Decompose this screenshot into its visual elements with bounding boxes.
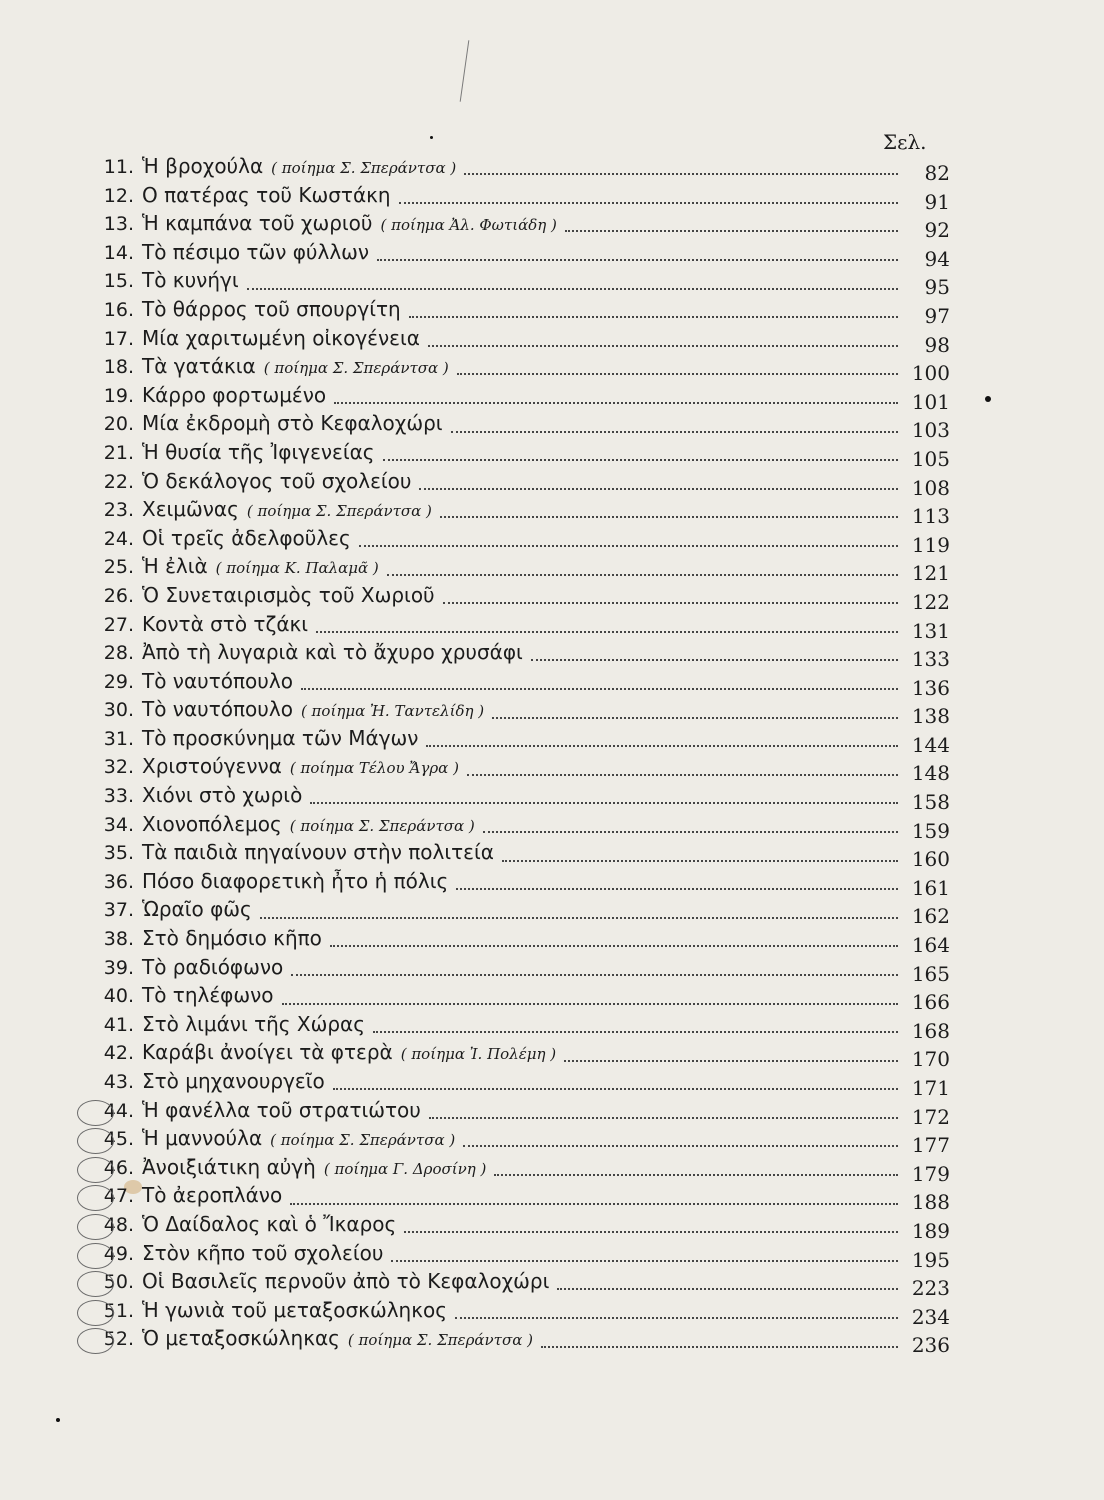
dot-leader (494, 1160, 898, 1176)
paper-crease (460, 40, 470, 102)
dot-leader (429, 1103, 898, 1119)
entry-title: Κοντὰ στὸ τζάκι (142, 611, 309, 636)
entry-author-note: ( ποίημα Ἀλ. Φωτιάδη ) (380, 216, 557, 235)
entry-page-number: 101 (911, 389, 950, 414)
dot-leader (334, 388, 898, 404)
entry-page-number: 94 (924, 246, 950, 271)
entry-title: Τὸ θάρρος τοῦ σπουργίτη (142, 296, 401, 321)
entry-number: 37. (103, 899, 134, 922)
toc-entry (100, 695, 950, 729)
toc-entry (100, 324, 950, 357)
entry-number: 30. (103, 699, 134, 722)
toc-entry (100, 981, 950, 1015)
entry-page-number: 103 (911, 418, 950, 443)
entry-number: 20. (103, 413, 134, 436)
dot-leader (456, 874, 898, 890)
toc-entry (100, 1067, 950, 1100)
toc-entry (100, 867, 950, 900)
entry-number: 52. (100, 1325, 134, 1354)
entry-title: Ἡ φανέλλα τοῦ στρατιώτου (142, 1097, 421, 1122)
entry-page-number: 95 (924, 275, 950, 300)
toc-entry (100, 1239, 950, 1272)
toc-entry (100, 524, 950, 557)
entry-page-number: 108 (911, 475, 950, 500)
entry-page-number: 100 (911, 361, 950, 386)
entry-page-number: 236 (911, 1333, 950, 1358)
entry-title: Χριστούγεννα (142, 754, 282, 779)
entry-page-number: 159 (911, 818, 950, 843)
dot-leader (426, 731, 898, 747)
entry-page-number: 188 (911, 1190, 950, 1215)
dot-leader (391, 1246, 898, 1262)
entry-number: 50. (100, 1268, 134, 1297)
entry-number: 35. (103, 842, 134, 865)
entry-page-number: 122 (911, 589, 950, 614)
entry-number: 49. (100, 1240, 134, 1269)
entry-title: Ἡ θυσία τῆς Ἰφιγενείας (142, 439, 375, 464)
ink-speck (430, 136, 433, 139)
entry-page-number: 177 (911, 1133, 950, 1158)
entry-title: Στὸ λιμάνι τῆς Χώρας (142, 1011, 365, 1036)
toc-entry (100, 467, 950, 500)
entry-title: Ἡ βροχούλα (142, 154, 264, 178)
toc-entry (100, 810, 950, 843)
toc-entry (100, 838, 950, 872)
entry-title: Ἀπὸ τὴ λυγαριὰ καὶ τὸ ἄχυρο χρυσάφι (142, 640, 523, 665)
entry-title: Ὁ μεταξοσκώληκας (142, 1326, 340, 1351)
entry-number: 22. (103, 470, 134, 493)
toc-entry (100, 352, 950, 386)
entry-title: Τὸ κυνήγι (142, 268, 239, 293)
entry-number: 28. (103, 642, 134, 665)
dot-leader (316, 617, 898, 633)
entry-page-number: 160 (911, 847, 950, 872)
dot-leader (301, 674, 898, 690)
entry-title: Τὰ παιδιὰ πηγαίνουν στὴν πολιτεία (142, 840, 494, 865)
toc-entry (100, 266, 950, 300)
entry-title: Ὡραῖο φῶς (142, 897, 252, 922)
entry-number: 29. (103, 670, 134, 693)
entry-number: 17. (103, 327, 134, 350)
entry-title: Στὸ δημόσιο κῆπο (142, 926, 322, 951)
entry-title: Ἀνοιξιάτικη αὐγὴ (142, 1154, 316, 1179)
toc-entry (100, 409, 950, 443)
entry-title: Ὁ Συνεταιρισμὸς τοῦ Χωριοῦ (142, 582, 435, 607)
dot-leader (443, 588, 898, 604)
toc-entry (100, 1096, 950, 1129)
entry-page-number: 144 (911, 732, 950, 757)
entry-author-note: ( ποίημα Ἰ. Πολέμη ) (400, 1045, 557, 1064)
entry-page-number: 113 (911, 504, 950, 529)
toc-entry (100, 181, 950, 214)
entry-number: 46. (100, 1154, 134, 1183)
entry-number: 45. (100, 1125, 134, 1154)
dot-leader (492, 703, 898, 719)
toc-entry (100, 1324, 950, 1358)
entry-page-number: 158 (911, 790, 950, 815)
entry-title: Ὁ Δαίδαλος καὶ ὁ Ἴκαρος (142, 1211, 397, 1236)
entry-number: 18. (103, 356, 134, 379)
entry-title: Καράβι ἀνοίγει τὰ φτερὰ (142, 1040, 393, 1065)
entry-page-number: 136 (911, 675, 950, 700)
entry-number: 15. (103, 270, 134, 293)
entry-number: 36. (103, 870, 134, 893)
dot-leader (333, 1074, 898, 1090)
entry-page-number: 82 (924, 161, 950, 185)
entry-author-note: ( ποίημα Σ. Σπεράντσα ) (289, 816, 475, 835)
entry-number: 21. (103, 441, 134, 464)
table-of-contents (100, 152, 950, 1358)
entry-page-number: 172 (911, 1104, 950, 1129)
entry-author-note: ( ποίημα Σ. Σπεράντσα ) (347, 1331, 533, 1350)
dot-leader (455, 1303, 898, 1319)
toc-entry (100, 552, 950, 586)
entry-title: Τὸ ναυτόπουλο (142, 668, 293, 693)
entry-title: Χιονοπόλεμος (142, 811, 282, 836)
entry-number: 16. (103, 298, 134, 321)
entry-title: Στὸ μηχανουργεῖο (142, 1069, 325, 1093)
dot-leader (428, 331, 898, 347)
entry-title: Μία χαριτωμένη οἰκογένεια (142, 325, 420, 350)
entry-page-number: 166 (911, 990, 950, 1015)
entry-title: Ἡ μαννούλα (142, 1126, 263, 1151)
dot-leader (247, 274, 898, 290)
entry-number: 44. (100, 1097, 134, 1126)
entry-title: Οἱ τρεῖς ἀδελφοῦλες (142, 525, 351, 550)
dot-leader (451, 417, 898, 433)
entry-number: 31. (103, 727, 134, 750)
entry-page-number: 98 (924, 332, 950, 357)
entry-title: Χειμῶνας (142, 497, 239, 522)
entry-number: 32. (103, 756, 134, 779)
entry-page-number: 131 (911, 618, 950, 643)
entry-page-number: 148 (911, 761, 950, 786)
dot-leader (359, 531, 898, 547)
dot-leader (483, 817, 898, 833)
entry-author-note: ( ποίημα Τέλου Ἄγρα ) (289, 759, 459, 778)
toc-entry (100, 1296, 950, 1329)
entry-author-note: ( ποίημα Σ. Σπεράντσα ) (271, 159, 457, 177)
entry-page-number: 162 (911, 904, 950, 929)
entry-number: 43. (103, 1071, 134, 1093)
toc-entry (100, 209, 950, 243)
dot-leader (565, 216, 898, 232)
entry-number: 38. (103, 928, 134, 951)
toc-entry (100, 295, 950, 328)
entry-number: 14. (103, 241, 134, 264)
dot-leader (419, 474, 898, 490)
entry-page-number: 138 (911, 704, 950, 729)
ink-speck (985, 396, 991, 402)
toc-entry (100, 381, 950, 414)
dot-leader (541, 1332, 898, 1348)
dot-leader (557, 1274, 898, 1290)
entry-number: 40. (103, 985, 134, 1008)
dot-leader (373, 1017, 898, 1033)
entry-page-number: 121 (911, 561, 950, 586)
toc-entry (100, 581, 950, 614)
entry-author-note: ( ποίημα Σ. Σπεράντσα ) (246, 502, 432, 521)
entry-title: Τὸ ραδιόφωνο (142, 954, 284, 979)
entry-title: Τὸ τηλέφωνο (142, 983, 274, 1008)
dot-leader (531, 645, 898, 661)
entry-page-number: 91 (924, 189, 950, 214)
entry-title: Χιόνι στὸ χωριὸ (142, 783, 303, 808)
entry-page-number: 119 (911, 532, 950, 557)
entry-author-note: ( ποίημα Γ. Δροσίνη ) (323, 1159, 487, 1178)
toc-entry (100, 238, 950, 271)
toc-entry (100, 438, 950, 471)
entry-page-number: 97 (924, 303, 950, 328)
entry-page-number: 171 (911, 1076, 950, 1100)
toc-entry (100, 781, 950, 815)
toc-entry (100, 1010, 950, 1043)
ink-speck (56, 1418, 60, 1422)
entry-title: Τὸ ἀεροπλάνο (142, 1183, 283, 1208)
entry-title: Ἡ ἐλιὰ (142, 554, 208, 579)
entry-number: 48. (100, 1211, 134, 1240)
entry-number: 33. (103, 785, 134, 808)
dot-leader (282, 989, 898, 1005)
dot-leader (564, 1046, 898, 1062)
entry-title: Τὸ ναυτόπουλο (142, 697, 293, 722)
entry-number: 39. (103, 956, 134, 979)
entry-author-note: ( ποίημα Σ. Σπεράντσα ) (263, 359, 449, 378)
entry-page-number: 165 (911, 961, 950, 986)
entry-title: Ο πατέρας τοῦ Κωστάκη (142, 182, 391, 207)
dot-leader (310, 788, 898, 804)
dot-leader (409, 302, 898, 318)
entry-number: 13. (103, 213, 134, 236)
entry-title: Μία ἐκδρομὴ στὸ Κεφαλοχώρι (142, 411, 443, 436)
entry-page-number: 234 (911, 1304, 950, 1329)
entry-number: 12. (103, 184, 134, 207)
entry-author-note: ( ποίημα Ἠ. Ταντελίδη ) (300, 702, 485, 721)
dot-leader (440, 502, 898, 518)
entry-title: Τὸ πέσιμο τῶν φύλλων (142, 239, 370, 264)
toc-entry (100, 752, 950, 786)
entry-page-number: 195 (911, 1247, 950, 1272)
toc-entry (100, 1153, 950, 1186)
entry-number: 25. (103, 556, 134, 579)
entry-title: Ὁ δεκάλογος τοῦ σχολείου (142, 468, 412, 493)
entry-author-note: ( ποίημα Σ. Σπεράντσα ) (270, 1131, 456, 1150)
dot-leader (330, 931, 898, 947)
toc-entry (100, 1038, 950, 1072)
entry-page-number: 161 (911, 875, 950, 900)
entry-title: Πόσο διαφορετικὴ ἦτο ἡ πόλις (142, 868, 449, 893)
entry-number: 41. (103, 1013, 134, 1036)
entry-page-number: 170 (911, 1047, 950, 1072)
entry-page-number: 168 (911, 1018, 950, 1043)
entry-page-number: 105 (911, 446, 950, 471)
entry-title: Στὸν κῆπο τοῦ σχολείου (142, 1240, 384, 1265)
toc-entry (100, 638, 950, 672)
entry-title: Τὰ γατάκια (142, 354, 256, 379)
dot-leader (457, 359, 898, 375)
toc-entry (100, 667, 950, 700)
toc-entry (100, 495, 950, 529)
toc-entry (100, 1124, 950, 1158)
entry-title: Τὸ προσκύνημα τῶν Μάγων (142, 725, 419, 750)
toc-entry (100, 1181, 950, 1215)
entry-number: 19. (103, 384, 134, 407)
entry-page-number: 133 (911, 647, 950, 672)
entry-page-number: 179 (911, 1161, 950, 1186)
entry-page-number: 223 (911, 1276, 950, 1301)
dot-leader (404, 1217, 898, 1233)
entry-number: 42. (103, 1042, 134, 1065)
dot-leader (463, 1131, 898, 1147)
dot-leader (464, 159, 898, 175)
entry-title: Ἡ γωνιὰ τοῦ μεταξοσκώληκος (142, 1297, 447, 1322)
toc-entry (100, 953, 950, 986)
toc-entry (100, 1267, 950, 1301)
entry-number: 23. (103, 499, 134, 522)
entry-page-number: 189 (911, 1218, 950, 1243)
entry-number: 51. (100, 1297, 134, 1326)
toc-entry (100, 724, 950, 757)
entry-title: Ἡ καμπάνα τοῦ χωριοῦ (142, 211, 373, 236)
entry-number: 47. (100, 1182, 134, 1211)
dot-leader (260, 903, 898, 919)
entry-page-number: 164 (911, 933, 950, 958)
entry-number: 27. (103, 613, 134, 636)
dot-leader (467, 760, 898, 776)
entry-page-number: 92 (924, 218, 950, 243)
dot-leader (377, 245, 898, 261)
dot-leader (502, 846, 898, 862)
dot-leader (383, 445, 898, 461)
entry-number: 24. (103, 527, 134, 550)
toc-entry (100, 1210, 950, 1243)
entry-number: 26. (103, 584, 134, 607)
toc-entry (100, 152, 950, 185)
entry-title: Οἱ Βασιλεῖς περνοῦν ἀπὸ τὸ Κεφαλοχώρι (142, 1269, 550, 1294)
dot-leader (387, 560, 898, 576)
entry-author-note: ( ποίημα Κ. Παλαμᾶ ) (215, 559, 379, 578)
toc-entry (100, 610, 950, 643)
dot-leader (291, 960, 898, 976)
page-column-header: Σελ. (883, 130, 927, 154)
toc-entry (100, 924, 950, 958)
dot-leader (290, 1189, 898, 1205)
entry-number: 34. (103, 813, 134, 836)
dot-leader (399, 188, 898, 204)
entry-number: 11. (103, 156, 134, 178)
toc-entry (100, 895, 950, 929)
entry-title: Κάρρο φορτωμένο (142, 382, 327, 407)
